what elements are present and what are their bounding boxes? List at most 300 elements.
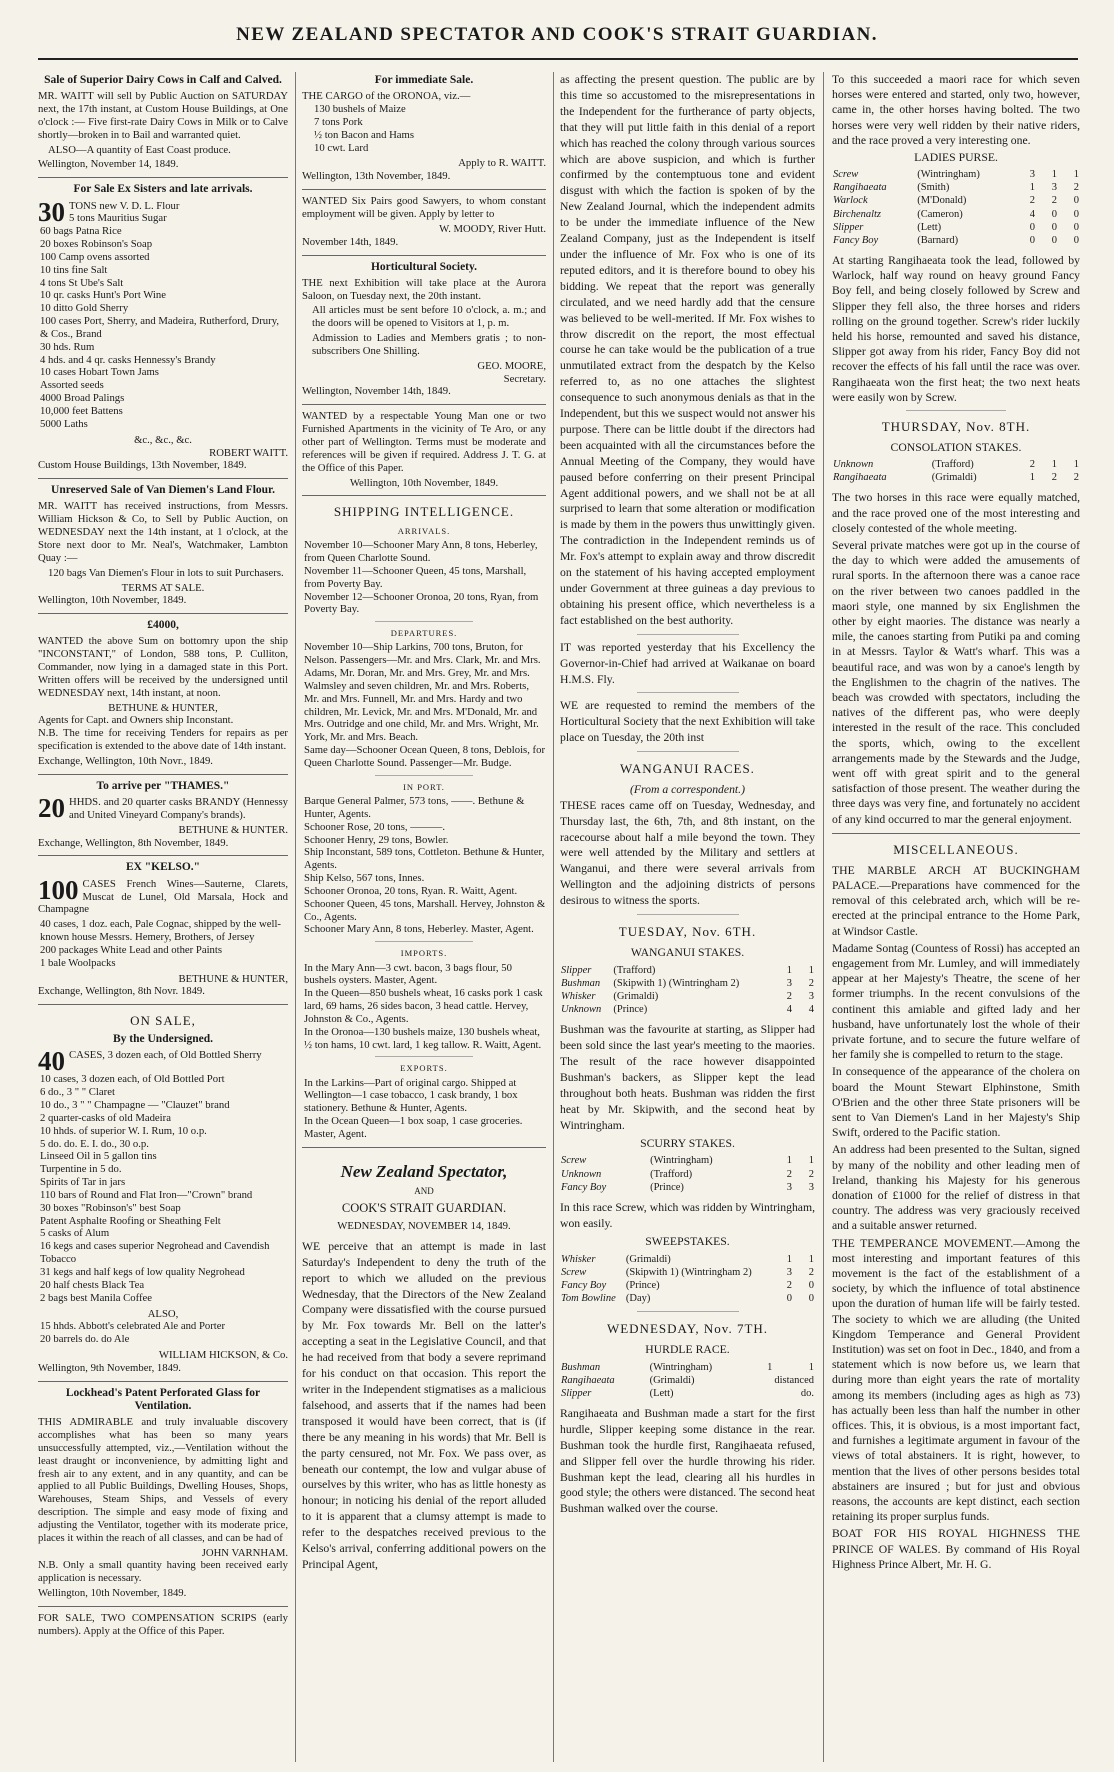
paper-subtitle: COOK'S STRAIT GUARDIAN. [341,1201,507,1215]
race-results-table [832,458,1080,484]
misc-item: An address had been presented to the Sultan, signed by many of the nobility and other leading men of Ireland, thanking his Majesty for his generous donation of £1000 for the relief of distress in that country. The address was very graciously received and a suitable answer returned. [832,1143,1080,1233]
sub-heading: IN PORT. [403,781,445,792]
heat-result: do. [800,1387,814,1399]
table-row [560,990,815,1003]
table-row [832,471,1080,484]
separator [637,692,739,693]
heat-result: 1 [767,1361,773,1373]
horse-name: Screw [561,1266,587,1278]
sub-heading: EXPORTS. [400,1063,448,1074]
ad-date: Exchange, Wellington, 8th November, 1849. [38,836,229,849]
heat-result: 2 [808,1266,814,1278]
heat-result: 2 [1051,195,1057,207]
column-2 [302,72,546,1762]
ad-text: 120 bags Van Diemen's Flour in lots to suit Purchasers. [48,566,284,579]
horse-name: Slipper [833,221,864,233]
list-item: 20 barrels do. do Ale [40,1333,130,1346]
ad-body: HHDS. and 20 quarter casks BRANDY (Hennessy and United Vineyard Company's brands). [69,796,288,821]
list-item: 100 cases Port, Sherry, and Madeira, Rutherford, Drury, & Cos., Brand [40,315,280,340]
list-item: 6 do., 3 " " Claret [40,1086,115,1099]
day-heading: THURSDAY, Nov. 8TH. [881,419,1031,434]
horse-name: Rangihaeata [833,472,887,484]
race-results-table [832,168,1080,247]
table-row [560,1168,815,1181]
ad-numeral: 20 [38,793,65,824]
list-item: Assorted seeds [40,379,104,392]
item-list [302,103,546,154]
exports-list [302,1077,546,1141]
list-item: 15 hhds. Abbott's celebrated Ale and Porter [40,1320,226,1333]
ad-title: Sale of Superior Dairy Cows in Calf and Calved. [44,74,282,86]
list-item: Spirits of Tar in jars [40,1176,126,1189]
ad-title: For Sale Ex Sisters and late arrivals. [73,183,253,196]
list-item: Patent Asphalte Roofing or Sheathing Felt [40,1214,221,1227]
heat-result: 1 [808,1253,814,1265]
list-item: 2 bags best Manila Coffee [40,1291,152,1304]
heat-result: 2 [1073,182,1079,194]
table-row [832,234,1080,247]
heat-result: 4 [786,1004,792,1016]
ad-body: MR. WAITT has received instructions, from Messrs. William Hickson & Co, to Sell by Public Auction, on WEDNESDAY next the 14th instant, at 1 o'clock, at the Store next door to Mr. Neal's, Watchmaker, Lambton Quay :— [38,500,288,564]
list-item: 30 boxes "Robinson's" best Soap [40,1201,181,1214]
rider-name: (Skipwith 1) (Wintringham 2) [625,1266,752,1278]
ad-text: All articles must be sent before 10 o'clock, a. m.; and the doors will be opened to Visitors at 1, p. m. [312,304,546,330]
list-item: 16 kegs and cases superior Negrohead and Cavendish Tobacco [40,1240,270,1266]
horse-name: Whisker [561,990,596,1002]
horse-name: Unknown [833,459,874,471]
list-item: 40 cases, 1 doz. each, Pale Cognac, shipped by the well-known house Messrs. Hemery, Brothers, of Jersey [40,918,281,944]
editorial-text: WE perceive that an attempt is made in last Saturday's Independent to deny the truth of the report to which we alluded on the previous Wednesday, that the Directors of the New Zealand Company were dissatisfied with the course pursued by Mr. Fox towards Mr. Bell on the latter's accepting a seat in the Legislative Council, and that he had received from that body a severe reprimand for his conduct on that occasion. This report the writer in the Independent stigmatises as a malicious falsehood, and asserts that if the names had been transposed it would have been correct, that is (if there be any meaning in his words) that Mr. Bell is the party censured, not Mr. Fox. We pass over, as beneath our contempt, the low and vulgar abuse of ourselves by this writer, who has as little honesty as honour; in noticing his denial of the report alluded to it is apparent that a clumsy attempt is made to refer to the despatches received previous to the Kelso's arrival, conferring additional powers on the Principal Agent, [302,1239,546,1571]
race-results-table [560,964,815,1017]
list-item: In the Mary Ann—3 cwt. bacon, 3 bags flour, 50 bushels oysters. Master, Agent. [304,961,512,987]
misc-item: In consequence of the appearance of the cholera on board the Mount Stewart Elphinstone, Smith O'Brien and the other three State prisoners will be sent to Van Diemen's Land in her Majesty's Ship Swift, ordered to the Pacific station. [832,1065,1080,1140]
horse-name: Rangihaeata [561,1374,615,1386]
rider-name: (Wintringham) [917,169,980,181]
ad-signature: BETHUNE & HUNTER, [178,972,288,985]
rider-name: (Day) [625,1292,651,1304]
ad-body: THE next Exhibition will take place at the Aurora Saloon, on Tuesday next, the 20th instant. [302,276,546,302]
separator [375,775,473,776]
list-item: 2 quarter-casks of old Madeira [40,1111,171,1124]
ad-body: THIS ADMIRABLE and truly invaluable discovery accomplishes what has been so many years unsuccessfully attempted, viz.,—Ventilation without the least draught or inconvenience, by admitting light and fresh air to any extent, and in any quantity, and can be applied to all Public Buildings, Dwelling Houses, Shops, Warehouses, Steam Ships, and Vessels of every description. The simple and easy mode of fixing and adjusting the Ventilator, together with its moderate price, places it within the reach of all classes, and can be had of [38,1416,288,1544]
horse-name: Fancy Boy [833,234,879,246]
horse-name: Screw [833,169,859,181]
separator [38,855,288,856]
column-rule [823,72,824,1762]
list-item: In the Larkins—Part of original cargo. Shipped at Wellington—1 case tobacco, 1 cask brandy, 1 box stationery. Bethune & Hunter, Agents. [304,1076,518,1115]
heat-result: 2 [808,977,814,989]
table-row [560,977,815,990]
ad-signature: GEO. MOORE, [477,359,546,372]
list-item: Linseed Oil in 5 gallon tins [40,1150,157,1163]
ad-signature: JOHN VARNHAM. [201,1546,288,1559]
horse-name: Tom Bowline [561,1292,616,1304]
list-item: In the Oronoa—130 bushels maize, 130 bushels wheat, ½ ton hams, 10 cwt. lard, 1 keg tallow. R. Waitt, Agent. [304,1025,542,1051]
race-results-table [560,1361,815,1400]
ad-date: November 14th, 1849. [302,235,399,248]
sub-heading: DEPARTURES. [390,628,458,639]
heat-result: 0 [1073,234,1079,246]
ad-text: N.B. The time for receiving Tenders for repairs as per specification is extended to the above date of 14th instant. [38,727,288,753]
separator [375,1056,473,1057]
heat-result: 3 [808,990,814,1002]
list-item: 20 half chests Black Tea [40,1278,145,1291]
rider-name: (Grimaldi) [625,1253,671,1265]
list-item: 1 bale Woolpacks [40,956,116,969]
article-text: Several private matches were got up in the course of the day to which were added the amusements of rural sports. In the afternoon there was a canoe race on the river between two canoes paddled in the maori style, one manned by six Englishmen the other by eight maories. The distance was nearly a mile, the canoes starting from Putiki pa and coming in at Messrs. Taylor & Watt's wharf. This was a beautiful race, and was won by a canoe's length by the Englishmen to the chagrin of the natives. The beach was crowded with spectators, including the natives of the different pas, who were deeply interested in the result of the race. This concluded the sports, which, owing to the excellent arrangements made by the Stewards and the Judge, went off with great spirit and to the general satisfaction of those present. The weather during the three days was very fine, and fortunately no accident of any kind occurred to mar the general enjoyment. [832,538,1080,826]
table-row [560,1387,815,1400]
separator [38,1381,288,1382]
separator [375,941,473,942]
horse-name: Bushman [561,977,601,989]
rider-name: (Trafford) [650,1168,693,1180]
list-item: 10 ditto Gold Sherry [40,302,129,315]
issue-date: WEDNESDAY, NOVEMBER 14, 1849. [337,1220,511,1232]
ad-title: For immediate Sale. [374,74,474,86]
horse-name: Unknown [561,1168,602,1180]
heat-result: 0 [808,1279,814,1291]
list-item: 60 bags Patna Rice [40,225,122,238]
heat-result: 1 [1029,182,1035,194]
ad-body: CASES, 3 dozen each, of Old Bottled Sherry [69,1049,262,1062]
separator [302,495,546,496]
list-item: 10,000 feet Battens [40,405,123,417]
horse-name: Warlock [833,195,868,207]
ad-date: Wellington, November 14, 1849. [38,158,179,171]
table-row [560,1292,815,1305]
rider-name: (Prince) [650,1181,684,1193]
separator [38,478,288,479]
table-row [560,1253,815,1266]
separator [637,751,739,752]
heat-result: 0 [1051,208,1057,220]
heat-result: 1 [786,964,792,976]
separator [832,833,1080,834]
horse-name: Birchenaltz [833,208,882,220]
list-item: 5 casks of Alum [40,1227,110,1240]
article-text: At starting Rangihaeata took the lead, followed by Warlock, half way round on heavy ground Fancy Boy fell, and being closely followed by Screw and Slipper they fell also, the three horses and riders rolling on the ground together. Screw's rider luckily held his horse, remounted and saved his distance, Slipper got away from his rider, Fancy Boy did not recover the effects of his fall until the race was over. Rangihaeata won the first heat; the two next heats were easily won by Screw. [832,253,1080,404]
rider-name: (Wintringham) [649,1361,713,1373]
article-text: Rangihaeata and Bushman made a start for the first hurdle, Slipper keeping some distance in the rear. Bushman took the hurdle first, Rangihaeata refused, and Slipper fell over the hurdle throwing his rider. Bushman kept the lead, clearing all his hurdles in good style; the others were distanced. The second heat Bushman walked over the course. [560,1406,815,1516]
table-row [832,458,1080,471]
list-item: 10 cases Hobart Town Jams [40,366,159,379]
heat-result: 0 [1051,221,1057,233]
item-list [38,1073,288,1304]
rider-name: (Prince) [613,1004,648,1016]
list-item: 100 Camp ovens assorted [40,250,150,263]
rider-name: (Lett) [649,1387,674,1399]
race-heading: SWEEPSTAKES. [645,1234,730,1248]
ad-title: EX "KELSO." [125,861,201,874]
rider-name: (Smith) [917,182,950,194]
horse-name: Bushman [561,1361,601,1373]
heat-result: 2 [786,990,792,1002]
heat-result: 0 [1073,221,1079,233]
misc-item: Madame Sontag (Countess of Rossi) has accepted an engagement from Mr. Lumley, and will immediately appear at her Majesty's Theatre, the scene of her former triumphs. In the recent convulsions of the continent this amiable and gifted lady and her husband, have unfortunately lost the whole of their private fortune, and to secure the future welfare of her family she is compelled to return to the stage. [832,941,1080,1062]
day-heading: WEDNESDAY, Nov. 7TH. [606,1321,769,1336]
rider-name: (Cameron) [917,208,963,220]
heat-result [751,1387,773,1400]
ad-text: Admission to Ladies and Members gratis ; to non-subscribers One Shilling. [312,332,546,357]
heat-result: 3 [786,977,792,989]
table-row [560,1361,815,1374]
rider-name: (Prince) [625,1279,660,1291]
table-row [832,221,1080,234]
news-item: IT was reported yesterday that his Excellency the Governor-in-Chief had arrived at Waikanae on board H.M.S. Fly. [560,640,815,686]
horse-name: Fancy Boy [561,1181,607,1193]
race-heading: CONSOLATION STAKES. [890,440,1022,454]
heat-result: 1 [808,964,814,976]
heat-result: 3 [808,1181,814,1193]
heat-result: 0 [1051,234,1057,246]
list-item: Schooner Henry, 29 tons, Bowler. [304,833,449,846]
rider-name: (Grimaldi) [931,472,977,484]
column-4 [832,72,1080,1762]
separator [375,621,473,622]
column-3 [560,72,815,1762]
heat-result: 2 [1051,472,1057,484]
ad-title: Lockhead's Patent Perforated Glass for Ventilation. [65,1386,261,1412]
ad-date: Exchange, Wellington, 8th Novr. 1849. [38,985,205,998]
heat-result: 4 [808,1004,814,1016]
article-text: Bushman was the favourite at starting, as Slipper had been sold since the last year's meeting to the maories. The result of the race however disappointed Bushman's backers, as Slipper kept the lead throughout both heats. Bushman was ridden the first heat by Mr. Skipwith, and the second heat by Wintringham. [560,1023,815,1132]
table-row [560,1181,815,1194]
ad-text: ALSO, [147,1307,179,1320]
table-row [832,208,1080,221]
arrivals-list [302,539,546,616]
article-text: In this race Screw, which was ridden by Wintringham, won easily. [560,1200,815,1230]
ad-signature: ROBERT WAITT. [209,446,288,459]
race-heading: SCURRY STAKES. [640,1136,735,1150]
heat-result: 3 [786,1181,792,1193]
sub-heading: ARRIVALS. [397,525,451,536]
list-item: In the Queen—850 bushels wheat, 16 casks pork 1 cask lard, 69 hams, 26 sides bacon, 3 head cattle. Hervey, Johnston & Co., Agents. [304,987,543,1025]
table-row [560,1003,815,1016]
heat-result: 1 [1051,169,1057,181]
ad-signature: Secretary. [503,372,546,385]
imports-list [302,962,546,1052]
masthead: NEW ZEALAND SPECTATOR AND COOK'S STRAIT GUARDIAN. [236,24,878,45]
list-item: Turpentine in 5 do. [40,1163,122,1176]
section-heading: SHIPPING INTELLIGENCE. [333,504,515,520]
heat-result: 2 [808,1168,814,1180]
table-row [832,181,1080,194]
rider-name: (Grimaldi) [649,1374,695,1386]
ad-text: &c., &c., &c. [134,433,192,446]
ad-date: Wellington, 13th November, 1849. [302,170,451,183]
separator [38,774,288,775]
separator [302,404,546,405]
list-item: Barque General Palmer, 573 tons, ——. Bethune & Hunter, Agents. [304,795,525,820]
list-item: 10 cwt. Lard [314,141,369,154]
ad-date: Wellington, November 14th, 1849. [302,385,451,398]
masthead-rule [38,58,1078,60]
table-row [560,1374,815,1387]
section-heading: WANGANUI RACES. [620,761,755,777]
list-item: Schooner Rose, 20 tons, ———. [304,820,446,833]
article-text: To this succeeded a maori race for which seven horses were entered and started, only two, however, came in, the other horses having bolted. The two horses were very well ridden by their native riders, and the race proved a very interesting one. [832,73,1080,147]
heat-result: 2 [1073,472,1079,484]
ad-date: Exchange, Wellington, 10th Novr., 1849. [38,755,213,767]
horse-name: Screw [561,1155,587,1167]
ad-text: Agents for Capt. and Owners ship Inconstant. [38,714,234,727]
ad-date: Custom House Buildings, 13th November, 1849. [38,459,247,472]
list-item: Schooner Mary Ann, 8 tons, Heberley. Master, Agent. [304,923,534,936]
heat-result: 2 [786,1168,792,1180]
list-item: 10 hhds. of superior W. I. Rum, 10 o.p. [40,1124,207,1137]
ad-title: Horticultural Society. [370,260,478,273]
heat-result: 1 [786,1253,792,1265]
misc-item: BOAT FOR HIS ROYAL HIGHNESS THE PRINCE OF WALES. By command of His Royal Highness Prince Albert, Mr. H. G. [832,1527,1080,1571]
ad-text: N.B. Only a small quantity having been received early application is necessary. [38,1559,288,1585]
heat-result: 3 [1029,169,1035,181]
heat-result: 0 [808,1292,814,1304]
ad-body: WANTED the above Sum on bottomry upon the ship "INCONSTANT," of London, 588 tons, P. Culliton, Commander, now lying in a damaged state in this Port. Written offers will be received by the undersigned until WEDNESDAY next, 14th instant, at noon. [38,635,288,699]
list-item: 5 tons Mauritius Sugar [69,212,167,225]
heat-result: 1 [1051,459,1057,471]
heat-result: 2 [786,1279,792,1291]
list-item: Schooner Queen, 45 tons, Marshall. Hervey, Johnston & Co., Agents. [304,897,546,923]
heat-result: 1 [1073,459,1079,471]
rider-name: (Grimaldi) [613,990,659,1002]
ad-subtitle: By the Undersigned. [113,1032,213,1045]
horse-name: Whisker [561,1253,596,1265]
table-row [832,168,1080,181]
rider-name: (Barnard) [917,234,959,246]
list-item: In the Ocean Queen—1 box soap, 1 case groceries. Master, Agent. [304,1115,523,1140]
rider-name: (M'Donald) [917,195,967,207]
ad-signature: W. MOODY, River Hutt. [439,222,546,235]
editorial-text: as affecting the present question. The public are by this time so accustomed to the misrepresentations in the Independent for the furtherance of party objects, that they will put little faith in this denial of a report which has reached the colony through various sources which are above suspicion, and which is further confirmed by the contemptuous tone and evident disgust with which the faction is spoken of by the New Zealand Journal, which the independent admits to be under the immediate influence of the New Zealand Company, just as the Independent is itself under the influence of Mr. Fox who is one of its reputed editors, and it is therefore bound to obey his bidding. We repeat that the report was generally circulated, and we need hardly add that the censure was believed to be well-merited. If Mr. Fox wishes to throw discredit on the report, the most effectual course he can take would be the publication of a true unmutilated extract from the despatch by the Kelso referred to, as no one attaches the slightest consequence to such anonymous denials as that in the Independent, but this we suspect would not answer his purpose. There can be little doubt if the directors had been acquainted with all the circumstances before the Annual Meeting of the Company, they would have paused before conferring on their present Principal Agent additional powers, and we shall not be at all surprised to learn that some alteration or modification is made by them in the powers thus unwittingly given. The contradiction in the Independent reminds us of Mr. Fox's attempt to explain away and throw discredit on the statement of his having accepted employment under Government at three guineas a day previous to obtaining his present office, which nevertheless is a fact established on the best authority. [560,73,815,627]
list-item: Ship Inconstant, 589 tons, Cottleton. Bethune & Hunter, Agents. [304,846,545,872]
separator [38,177,288,178]
heat-result: 1 [808,1361,814,1373]
list-item: November 12—Schooner Oronoa, 20 tons, Ryan, from Poverty Bay. [304,590,539,616]
heat-result: 2 [1029,195,1035,207]
article-text: The two horses in this race were equally matched, and the race proved one of the most interesting and closely contested of the whole meeting. [832,491,1080,535]
rider-name: (Wintringham) [650,1155,713,1167]
separator [637,1311,739,1312]
heat-result: 1 [1073,169,1079,181]
heat-result: 0 [1073,195,1079,207]
ad-date: Wellington, 10th November, 1849. [38,1587,187,1600]
ad-text: TERMS AT SALE. [121,581,205,594]
list-item: 10 cases, 3 dozen each, of Old Bottled Port [40,1073,225,1086]
rider-name: (Trafford) [613,964,656,976]
horse-name: Rangihaeata [833,182,887,194]
departures-list [302,641,546,769]
list-item: 4 hds. and 4 qr. casks Hennessy's Brandy [40,353,216,366]
race-results-table [560,1154,815,1193]
ad-text: ALSO—A quantity of East Coast produce. [48,143,231,156]
ad-body: FOR SALE, TWO COMPENSATION SCRIPS (early numbers). Apply at the Office of this Paper. [38,1612,288,1637]
heat-result: 0 [1029,234,1035,246]
ad-numeral: 100 [38,874,79,905]
paper-nameplate: New Zealand Spectator, [340,1161,508,1181]
list-item: 110 bars of Round and Flat Iron—"Crown" brand [40,1188,253,1201]
ad-signature: BETHUNE & HUNTER. [178,823,288,836]
byline: (From a correspondent.) [629,782,745,796]
misc-item: THE MARBLE ARCH AT BUCKINGHAM PALACE.—Preparations have commenced for the removal of this celebrated arch, which will be re-erected at the principal entrance to the Home Park, at Windsor Castle. [832,863,1080,938]
list-item: 4000 Broad Palings [40,392,125,405]
column-1 [38,72,288,1762]
item-list [38,196,288,431]
item-list [38,918,288,969]
separator [38,1004,288,1005]
ad-signature: Apply to R. WAITT. [458,157,546,170]
column-rule [295,72,296,1762]
list-item: 7 tons Pork [314,115,363,128]
list-item: Schooner Oronoa, 20 tons, Ryan. R. Waitt, Agent. [304,884,518,897]
news-item: WE are requested to remind the members of the Horticultural Society that the next Exhibition will take place on Tuesday, the 20th inst [560,699,815,745]
list-item: November 11—Schooner Queen, 45 tons, Marshall, from Poverty Bay. [304,564,527,590]
list-item: Ship Kelso, 567 tons, Innes. [304,872,425,885]
heat-result: 0 [1073,208,1079,220]
ad-body: CASES French Wines—Sauterne, Clarets, Muscat de Lunel, Old Marsala, Hock and Champagne [38,877,288,916]
race-results-table [560,1253,815,1306]
article-text: THESE races came off on Tuesday, Wednesday, and Thursday last, the 6th, 7th, and 8th instant, on the racecourse about half a mile beyond the town. They were well attended by the Military and settlers at Wanganui, and there were several arrivals from Wellington and the adjoining districts of persons desirous to witness the sports. [560,798,815,908]
ad-title: £4000, [147,619,179,632]
race-heading: HURDLE RACE. [645,1342,730,1356]
misc-item: THE TEMPERANCE MOVEMENT.—Among the most interesting and important features of this movement is the fact of the establishment of a society, by which the influence of total abstinence upon the duration of human life will be fairly tested. The society to which we are alluding (the United Kingdom Temperance and General Provident Institution) was set on foot in Dec., 1840, and from a statement which is now before us, we learn that during more than eight years the rate of mortality among its members (including ages as high as 73) has actually been less than half the number in other offices. This, it is obvious, is a most important fact, and furnishes a legitimate argument in favour of the views of total abstainers. It is right, however, to mention that the lives of other persons besides total abstainers are insured ; but for just and obvious reasons, the accounts are kept distinct, each section retaining its proper surplus funds. [832,1236,1080,1524]
separator [302,255,546,256]
ad-date: Wellington, 10th November, 1849. [349,476,499,489]
heat-result: 2 [1029,459,1035,471]
list-item: 31 kegs and half kegs of low quality Negrohead [40,1266,245,1279]
list-item: TONS new V. D. L. Flour [69,199,180,212]
list-item: 20 boxes Robinson's Soap [40,238,153,251]
separator [38,613,288,614]
table-row [560,964,815,977]
table-row [560,1154,815,1167]
ad-title: To arrive per "THAMES." [96,779,230,792]
ad-title: Unreserved Sale of Van Diemen's Land Flour. [51,484,275,497]
separator [302,1147,546,1148]
separator [637,914,739,915]
list-item: 200 packages White Lead and other Paints [40,943,223,956]
table-row [832,194,1080,207]
list-item: 5 do. do. E. I. do., 30 o.p. [40,1137,149,1150]
heat-result: 0 [786,1292,792,1304]
list-item: 10 tins fine Salt [40,263,108,276]
horse-name: Fancy Boy [561,1279,607,1291]
list-item: November 10—Ship Larkins, 700 tons, Bruton, for Nelson. Passengers—Mr. and Mrs. Clark, Mr. and Mrs. Adams, Mr. Doran, Mr. and Mrs. Grey, Mr. and Mrs. Walmsley and seven children, Mr. and Mrs. Roberts, Mr. and Mrs. Funnell, Mr. and Mrs. Hardy and two children, Mr. Levick, Mr. and Mrs. M'Donald, Mr. and Mrs. Outridge and one child, Mr. and Mrs. Wright, Mr. York, Mr. and Mrs. Beach. [304,641,541,744]
list-item: 10 do., 3 " " Champagne — "Clauzet" brand [40,1099,230,1112]
heat-result: 1 [786,1155,792,1167]
heat-result: 3 [786,1266,792,1278]
separator [637,634,739,635]
column-rule [553,72,554,1762]
ad-numeral: 30 [38,196,65,227]
nameplate-and: AND [414,1186,434,1197]
heat-result: 3 [1051,182,1057,194]
heat-result: 1 [808,1155,814,1167]
rider-name: (Trafford) [931,459,974,471]
table-row [560,1266,815,1279]
rider-name: (Lett) [917,221,942,233]
section-heading: MISCELLANEOUS. [893,841,1019,857]
heat-result: 0 [1029,221,1035,233]
table-row [560,1279,815,1292]
day-heading: TUESDAY, Nov. 6TH. [618,924,757,940]
ad-date: Wellington, 9th November, 1849. [38,1361,181,1374]
ad-signature: WILLIAM HICKSON, & Co. [158,1349,288,1362]
horse-name: Slipper [561,1387,592,1399]
ad-body: MR. WAITT will sell by Public Auction on SATURDAY next, the 17th instant, at Custom House Buildings, at One o'clock :— Five first-rate Dairy Cows in Milk or to Calve shortly—broken in to Bail and warranted quiet. [38,90,288,141]
race-heading: LADIES PURSE. [914,151,998,165]
ad-numeral: 40 [38,1046,65,1077]
list-item: 30 hds. Rum [40,340,95,353]
